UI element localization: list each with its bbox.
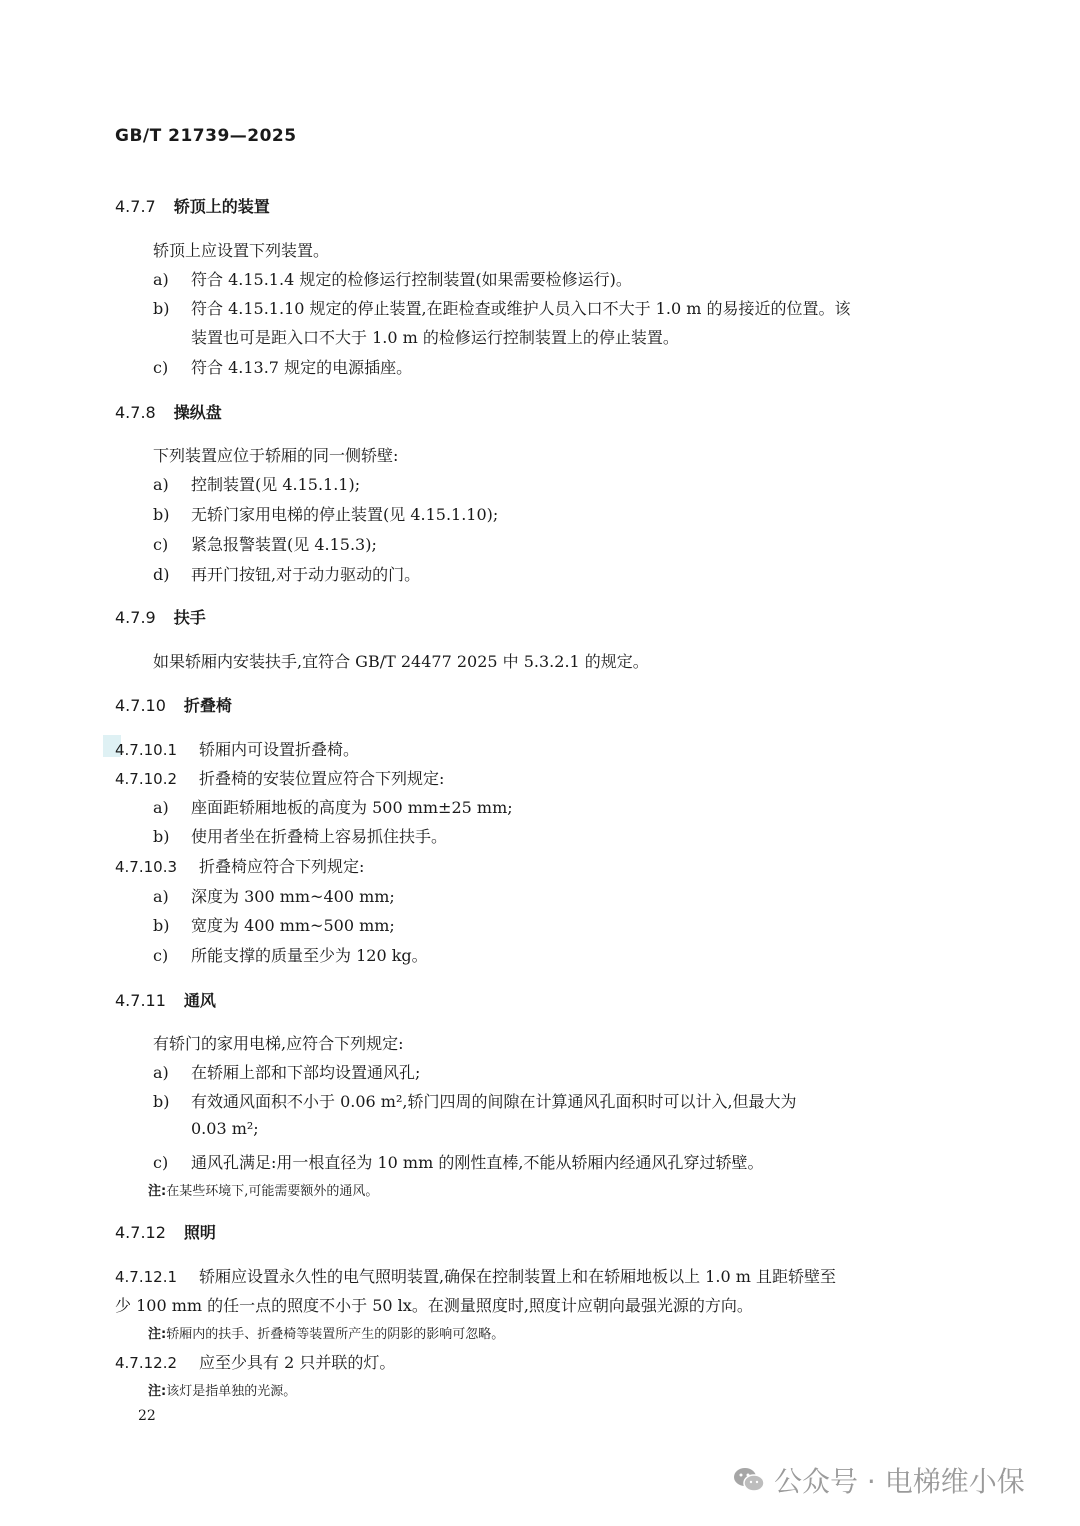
list-label: b) xyxy=(153,505,170,524)
list-item xyxy=(153,562,420,585)
paragraph: 有轿门的家用电梯,应符合下列规定: xyxy=(153,1034,404,1053)
list-item xyxy=(153,355,412,378)
list-text: 控制装置(见 4.15.1.1); xyxy=(191,475,361,494)
section-heading-4-7-8 xyxy=(115,400,222,423)
list-item xyxy=(153,1060,420,1083)
section-title: 折叠椅 xyxy=(183,696,232,715)
note-text: 在某些环境下,可能需要额外的通风。 xyxy=(166,1184,379,1199)
clause-text: 应至少具有 2 只并联的灯。 xyxy=(199,1353,396,1372)
list-item xyxy=(153,472,360,495)
note xyxy=(148,1180,378,1199)
paragraph: 如果轿厢内安装扶手,宜符合 GB/T 24477 2025 中 5.3.2.1 的规定。 xyxy=(153,652,649,671)
section-title: 通风 xyxy=(183,991,216,1010)
list-label: a) xyxy=(153,270,169,289)
clause-4-7-12-1 xyxy=(115,1264,836,1287)
watermark-text: 公众号 · 电梯维小保 xyxy=(774,1465,1025,1498)
list-label: a) xyxy=(153,887,169,906)
list-text: 在轿厢上部和下部均设置通风孔; xyxy=(191,1063,421,1082)
list-text-continuation: 装置也可是距入口不大于 1.0 m 的检修运行控制装置上的停止装置。 xyxy=(191,328,679,347)
list-item xyxy=(153,1089,797,1112)
clause-number: 4.7.10.2 xyxy=(115,770,178,788)
clause-text: 折叠椅应符合下列规定: xyxy=(199,857,365,876)
list-text: 使用者坐在折叠椅上容易抓住扶手。 xyxy=(191,827,448,846)
clause-number: 4.7.12.1 xyxy=(115,1268,178,1286)
list-item xyxy=(153,824,447,847)
list-text: 再开门按钮,对于动力驱动的门。 xyxy=(191,565,421,584)
watermark xyxy=(732,1460,1025,1500)
note-label: 注: xyxy=(148,1384,167,1399)
list-item xyxy=(153,943,428,966)
list-text: 深度为 300 mm~400 mm; xyxy=(191,887,395,906)
list-label: c) xyxy=(153,1153,169,1172)
section-title: 扶手 xyxy=(173,608,206,627)
list-label: d) xyxy=(153,565,170,584)
list-item xyxy=(153,795,513,818)
clause-4-7-10-2 xyxy=(115,766,444,789)
section-number: 4.7.9 xyxy=(115,608,156,627)
section-title: 操纵盘 xyxy=(173,403,222,422)
clause-number: 4.7.10.1 xyxy=(115,741,178,759)
section-title: 轿顶上的装置 xyxy=(173,197,270,216)
clause-text: 轿厢内可设置折叠椅。 xyxy=(199,740,360,759)
list-label: b) xyxy=(153,916,170,935)
note-text: 轿厢内的扶手、折叠椅等装置所产生的阴影的影响可忽略。 xyxy=(166,1327,505,1342)
list-label: b) xyxy=(153,827,170,846)
section-heading-4-7-11 xyxy=(115,988,216,1011)
page-number: 22 xyxy=(138,1408,156,1424)
note-label: 注: xyxy=(148,1327,167,1342)
note xyxy=(148,1380,296,1399)
section-number: 4.7.12 xyxy=(115,1223,166,1242)
section-number: 4.7.11 xyxy=(115,991,166,1010)
list-text: 所能支撑的质量至少为 120 kg。 xyxy=(191,946,428,965)
section-heading-4-7-7 xyxy=(115,194,270,217)
clause-text-continuation: 少 100 mm 的任一点的照度不小于 50 lx。在测量照度时,照度计应朝向最强光源的方向。 xyxy=(115,1296,753,1315)
clause-number: 4.7.10.3 xyxy=(115,858,178,876)
note xyxy=(148,1323,504,1342)
clause-number: 4.7.12.2 xyxy=(115,1354,178,1372)
list-item xyxy=(153,884,395,907)
paragraph: 下列装置应位于轿厢的同一侧轿壁: xyxy=(153,446,399,465)
clause-text: 轿厢应设置永久性的电气照明装置,确保在控制装置上和在轿厢地板以上 1.0 m 且距轿壁至 xyxy=(199,1267,836,1286)
list-label: a) xyxy=(153,475,169,494)
list-text: 符合 4.15.1.10 规定的停止装置,在距检查或维护人员入口不大于 1.0 m 的易接近的位置。该 xyxy=(191,299,851,318)
list-item xyxy=(153,502,498,525)
note-text: 该灯是指单独的光源。 xyxy=(166,1384,297,1399)
note-label: 注: xyxy=(148,1184,167,1199)
list-item xyxy=(153,296,850,319)
list-label: b) xyxy=(153,299,170,318)
wechat-icon xyxy=(732,1465,766,1495)
list-text: 无轿门家用电梯的停止装置(见 4.15.1.10); xyxy=(191,505,499,524)
standard-code: GB/T 21739—2025 xyxy=(115,126,297,146)
list-label: b) xyxy=(153,1092,170,1111)
clause-text: 折叠椅的安装位置应符合下列规定: xyxy=(199,769,445,788)
list-label: c) xyxy=(153,946,169,965)
list-text: 符合 4.15.1.4 规定的检修运行控制装置(如果需要检修运行)。 xyxy=(191,270,632,289)
section-number: 4.7.8 xyxy=(115,403,156,422)
list-text-continuation: 0.03 m²; xyxy=(191,1119,259,1138)
list-label: c) xyxy=(153,358,169,377)
list-label: a) xyxy=(153,1063,169,1082)
list-text: 符合 4.13.7 规定的电源插座。 xyxy=(191,358,413,377)
section-heading-4-7-10 xyxy=(115,693,232,716)
list-text: 宽度为 400 mm~500 mm; xyxy=(191,916,395,935)
clause-4-7-12-2 xyxy=(115,1350,395,1373)
section-title: 照明 xyxy=(183,1223,216,1242)
list-item xyxy=(153,913,395,936)
list-text: 紧急报警装置(见 4.15.3); xyxy=(191,535,377,554)
section-heading-4-7-12 xyxy=(115,1220,216,1243)
section-heading-4-7-9 xyxy=(115,605,206,628)
paragraph: 轿顶上应设置下列装置。 xyxy=(153,241,330,260)
clause-4-7-10-3 xyxy=(115,854,364,877)
list-text: 有效通风面积不小于 0.06 m²,轿门四周的间隙在计算通风孔面积时可以计入,但最大为 xyxy=(191,1092,797,1111)
clause-4-7-10-1 xyxy=(115,737,359,760)
list-item xyxy=(153,532,377,555)
list-text: 通风孔满足:用一根直径为 10 mm 的刚性直棒,不能从轿厢内经通风孔穿过轿壁。 xyxy=(191,1153,764,1172)
list-label: c) xyxy=(153,535,169,554)
list-item xyxy=(153,267,632,290)
section-number: 4.7.10 xyxy=(115,696,166,715)
section-number: 4.7.7 xyxy=(115,197,156,216)
list-label: a) xyxy=(153,798,169,817)
list-text: 座面距轿厢地板的高度为 500 mm±25 mm; xyxy=(191,798,513,817)
list-item xyxy=(153,1150,763,1173)
